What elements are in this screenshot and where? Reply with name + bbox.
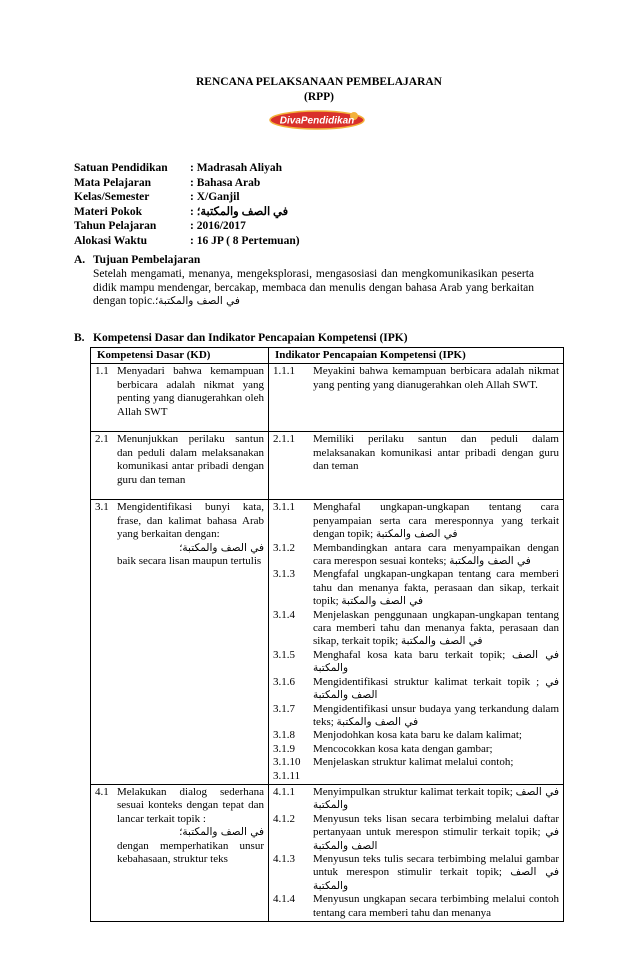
info-label: Satuan Pendidikan (74, 162, 168, 174)
kd-arabic: في الصف والمكتبة؛ (179, 826, 264, 839)
ipk-arabic: في الصف والمكتبة (336, 715, 419, 728)
info-row (74, 162, 300, 177)
ipk-text: Memiliki perilaku santun dan peduli dalam melaksanakan komunikasi antar pribadi dengan guru dan teman (313, 433, 559, 473)
kd-text: Menunjukkan perilaku santun dan peduli dalam melaksanakan komunikasi antar pribadi dengan guru dan teman (117, 433, 264, 486)
ipk-number: 3.1.10 (273, 756, 301, 769)
ipk-item (273, 786, 559, 813)
ipk-number: 1.1.1 (273, 365, 295, 378)
table-row (91, 364, 564, 432)
table-row (91, 784, 564, 921)
info-value: : Bahasa Arab (190, 176, 261, 189)
ipk-text: Menyusun ungkapan secara terbimbing melalui contoh tentang cara memberi tahu dan menanya (313, 893, 559, 919)
ipk-text: Mencocokkan kosa kata dengan gambar; (313, 742, 493, 755)
ipk-text (313, 770, 559, 783)
diva-pendidikan-logo (268, 109, 366, 131)
ipk-number: 2.1.1 (273, 433, 295, 446)
section-title: Tujuan Pembelajaran (93, 254, 201, 266)
ipk-text: Menyusun teks lisan secara terbimbing melalui daftar pertanyaan untuk merespon stimulir terkait topik; (313, 812, 559, 839)
document-title: RENCANA PELAKSANAAN PEMBELAJARAN (196, 76, 442, 88)
info-label: Tahun Pelajaran (74, 220, 157, 232)
ipk-arabic: في الصف والمكتبة (313, 785, 560, 812)
ipk-item (273, 649, 559, 676)
ipk-item (273, 676, 559, 703)
kd-text-continued: dengan memperhatikan unsur kebahasaan, struktur teks (117, 839, 264, 865)
identity-block (74, 162, 300, 249)
ipk-item (273, 542, 559, 569)
info-row (74, 206, 300, 221)
ipk-text: Mengidentifikasi unsur budaya yang terkandung dalam teks; (313, 702, 559, 728)
section-number: B. (74, 332, 85, 344)
section-a-heading (74, 254, 200, 268)
ipk-number: 3.1.2 (273, 541, 295, 554)
table-row (91, 500, 564, 785)
section-title: Kompetensi Dasar dan Indikator Pencapaian Kompetensi (IPK) (93, 332, 408, 344)
ipk-number: 3.1.1 (273, 501, 295, 514)
ipk-number: 4.1.1 (273, 785, 295, 798)
ipk-item (273, 853, 559, 893)
ipk-text: Menyusun teks tulis secara terbimbing melalui gambar untuk merespon stimulir terkait topik; (313, 852, 559, 879)
kd-text: Menyadari bahwa kemampuan berbicara adalah nikmat yang penting yang dianugerahkan oleh Allah SWT (117, 365, 264, 418)
ipk-number: 3.1.11 (273, 769, 301, 782)
document-subtitle: (RPP) (303, 91, 334, 103)
column-header-kd: Kompetensi Dasar (KD) (91, 348, 269, 364)
ipk-cell (269, 364, 564, 432)
ipk-item (273, 568, 559, 608)
kd-cell (91, 500, 269, 785)
info-value: : Madrasah Aliyah (190, 162, 283, 174)
info-label: Mata Pelajaran (74, 176, 151, 189)
ipk-arabic: في الصف والمكتبة (313, 648, 560, 675)
ipk-number: 4.1.2 (273, 812, 295, 825)
ipk-item (273, 501, 559, 541)
ipk-number: 4.1.4 (273, 893, 295, 906)
ipk-number: 3.1.5 (273, 648, 295, 661)
ipk-text: Menyimpulkan struktur kalimat terkait topik; (313, 785, 513, 798)
ipk-text: Membandingkan antara cara menyampaikan dengan cara merespon sesuai konteks; (313, 541, 559, 568)
ipk-arabic: في الصف والمكتبة (341, 595, 423, 608)
ipk-item (273, 756, 559, 769)
column-header-ipk: Indikator Pencapaian Kompetensi (IPK) (269, 348, 564, 364)
ipk-item (273, 609, 559, 649)
ipk-text: Menjodohkan kosa kata baru ke dalam kalimat; (313, 729, 522, 742)
info-label: Kelas/Semester (74, 191, 150, 203)
kd-number: 4.1 (95, 785, 109, 798)
section-number: A. (74, 254, 86, 266)
info-value: : 2016/2017 (190, 220, 246, 232)
ipk-arabic: في الصف والمكتبة (375, 528, 458, 541)
kd-text-continued: baik secara lisan maupun tertulis (117, 555, 262, 568)
ipk-number: 3.1.4 (273, 608, 295, 621)
ipk-cell (269, 500, 564, 785)
kd-cell (91, 364, 269, 432)
info-value: : في الصف والمكتبة؛ (190, 205, 289, 218)
ipk-text: Menjelaskan struktur kalimat melalui contoh; (313, 756, 514, 769)
kd-cell (91, 784, 269, 921)
ipk-number: 3.1.9 (273, 742, 295, 755)
ipk-number: 3.1.6 (273, 675, 295, 688)
info-row (74, 235, 300, 250)
ipk-cell (269, 784, 564, 921)
info-label: Alokasi Waktu (74, 234, 147, 247)
kd-arabic: في الصف والمكتبة؛ (179, 541, 264, 554)
ipk-arabic: في الصف والمكتبة (449, 555, 531, 568)
ipk-number: 3.1.7 (273, 702, 295, 715)
ipk-item (273, 703, 559, 730)
kd-number: 1.1 (95, 365, 109, 378)
kd-number: 2.1 (95, 433, 109, 446)
arabic-topic: في الصف والمكتبة؛ (154, 295, 240, 307)
ipk-number: 4.1.3 (273, 852, 295, 865)
ipk-arabic: في الصف والمكتبة (313, 866, 560, 892)
ipk-item (273, 770, 559, 783)
kd-text: Melakukan dialog sederhana sesuai konteks dengan tepat dan lancar terkait topik : (117, 785, 264, 825)
objective-text: Setelah mengamati, menanya, mengeksplorasi, mengasosiasi dan mengkomunikasikan peserta didik mampu mendengar, bercakap, membaca dan menulis dengan bahasa Arab yang berkaitan dengan topic. (93, 268, 534, 307)
logo-text: DivaPendidikan (279, 115, 355, 127)
ipk-text: Menghafal kosa kata baru terkait topik; (313, 648, 506, 661)
kd-number: 3.1 (95, 501, 109, 514)
ipk-text: Meyakini bahwa kemampuan berbicara adalah nikmat yang penting yang dianugerahkan oleh Allah SWT. (313, 365, 559, 391)
ipk-item (273, 893, 559, 920)
info-row (74, 177, 300, 192)
objective-paragraph (93, 268, 534, 309)
table-row (91, 432, 564, 500)
info-label: Materi Pokok (74, 205, 143, 218)
ipk-item (273, 729, 559, 742)
ipk-item (273, 743, 559, 756)
ipk-number: 3.1.3 (273, 568, 295, 581)
ipk-text: Menjelaskan penggunaan ungkapan-ungkapan tentang cara memberi tahu dan menanya fakta, perasaan dan sikap, terkait topik; (313, 608, 559, 648)
kd-text: Mengidentifikasi bunyi kata, frase, dan kalimat bahasa Arab yang berkaitan dengan: (117, 501, 264, 541)
ipk-arabic: في الصف والمكتبة (313, 675, 559, 702)
competency-table (90, 347, 564, 922)
ipk-number: 3.1.8 (273, 729, 295, 742)
ipk-cell (269, 432, 564, 500)
info-value: : 16 JP ( 8 Pertemuan) (190, 234, 300, 247)
ipk-text: Mengfafal ungkapan-ungkapan tentang cara memberi tahu dan menanya fakta, perasaan dan sikap, terkait topik; (313, 568, 559, 608)
ipk-text: Menghafal ungkapan-ungkapan tentang cara penyampaian serta cara meresponnya yang terkait dengan topik; (313, 501, 559, 541)
info-row (74, 220, 300, 235)
info-value: : X/Ganjil (190, 191, 240, 203)
ipk-text: Mengidentifikasi struktur kalimat terkait topik ; (313, 675, 540, 688)
ipk-arabic: في الصف والمكتبة (313, 826, 560, 852)
kd-cell (91, 432, 269, 500)
table-header-row (91, 348, 564, 364)
ipk-item (273, 813, 559, 853)
info-row (74, 191, 300, 206)
ipk-arabic: في الصف والمكتبة (400, 635, 483, 648)
section-b-heading (74, 332, 408, 346)
